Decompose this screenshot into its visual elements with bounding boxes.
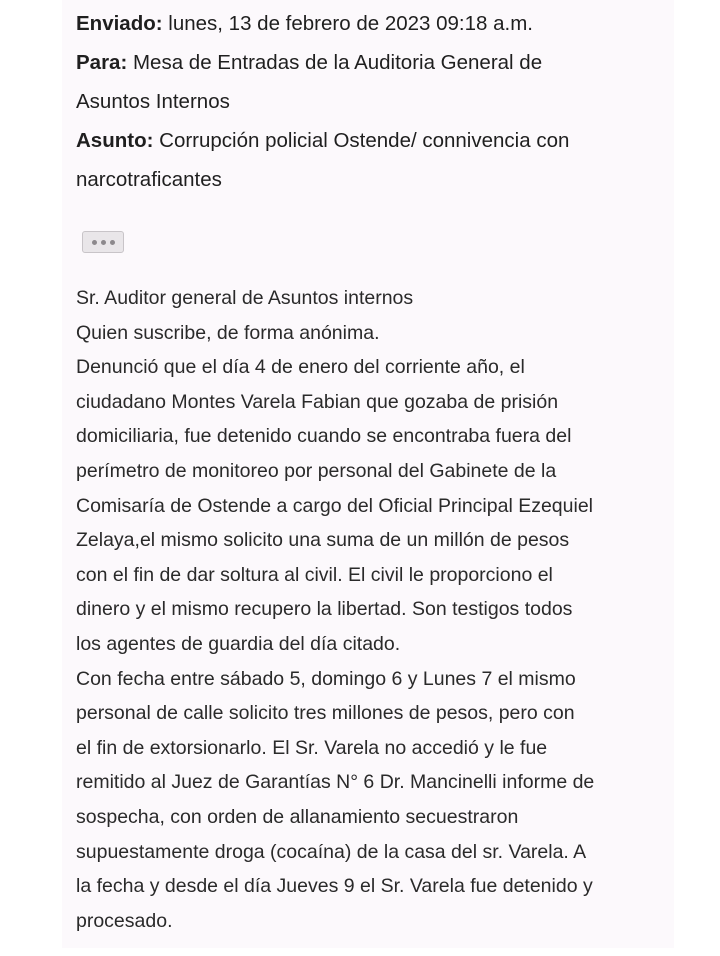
body-line: perímetro de monitoreo por personal del Gabinete de la xyxy=(76,459,557,482)
body-line: el fin de extorsionarlo. El Sr. Varela no accedió y le fue xyxy=(76,736,548,759)
subject-value-line2: narcotraficantes xyxy=(76,168,222,191)
sent-row xyxy=(76,4,674,43)
show-quoted-text-button[interactable] xyxy=(82,231,124,253)
body-line: Quien suscribe, de forma anónima. xyxy=(76,321,380,344)
to-label: Para: xyxy=(76,51,128,74)
body-line: procesado. xyxy=(76,909,173,932)
subject-value-line1: Corrupción policial Ostende/ connivencia con xyxy=(159,129,570,152)
ellipsis-icon xyxy=(110,240,115,245)
subject-row xyxy=(76,121,674,160)
body-line: Zelaya,el mismo solicito una suma de un millón de pesos xyxy=(76,529,570,552)
body-line: remitido al Juez de Garantías N° 6 Dr. Mancinelli informe de xyxy=(76,771,595,794)
body-line: Sr. Auditor general de Asuntos internos xyxy=(76,287,414,309)
subject-label: Asunto: xyxy=(76,129,154,152)
body-line: supuestamente droga (cocaína) de la casa del sr. Varela. A xyxy=(76,840,587,863)
body-line: la fecha y desde el día Jueves 9 el Sr. Varela fue detenido y xyxy=(76,875,593,898)
email-message xyxy=(62,0,674,948)
body-line: Con fecha entre sábado 5, domingo 6 y Lunes 7 el mismo xyxy=(76,667,576,690)
body-line: sospecha, con orden de allanamiento secuestraron xyxy=(76,805,519,828)
body-line: los agentes de guardia del día citado. xyxy=(76,632,401,655)
body-line: Denunció que el día 4 de enero del corriente año, el xyxy=(76,356,525,379)
to-value-line1: Mesa de Entradas de la Auditoria General de xyxy=(132,51,543,74)
body-line: Comisaría de Ostende a cargo del Oficial Principal Ezequiel xyxy=(76,494,594,517)
body-line: dinero y el mismo recupero la libertad. Son testigos todos xyxy=(76,598,573,621)
sent-label: Enviado: xyxy=(76,12,163,35)
ellipsis-icon xyxy=(101,240,106,245)
ellipsis-icon xyxy=(92,240,97,245)
body-line: con el fin de dar soltura al civil. El civil le proporciono el xyxy=(76,563,553,586)
body-line: ciudadano Montes Varela Fabian que gozaba de prisión xyxy=(76,390,559,413)
sent-value: lunes, 13 de febrero de 2023 09:18 a.m. xyxy=(168,12,533,35)
to-row xyxy=(76,43,674,82)
body-line: personal de calle solicito tres millones de pesos, pero con xyxy=(76,702,575,725)
message-body xyxy=(76,281,674,938)
to-value-line2: Asuntos Internos xyxy=(76,90,230,113)
body-line: domiciliaria, fue detenido cuando se encontraba fuera del xyxy=(76,425,572,448)
